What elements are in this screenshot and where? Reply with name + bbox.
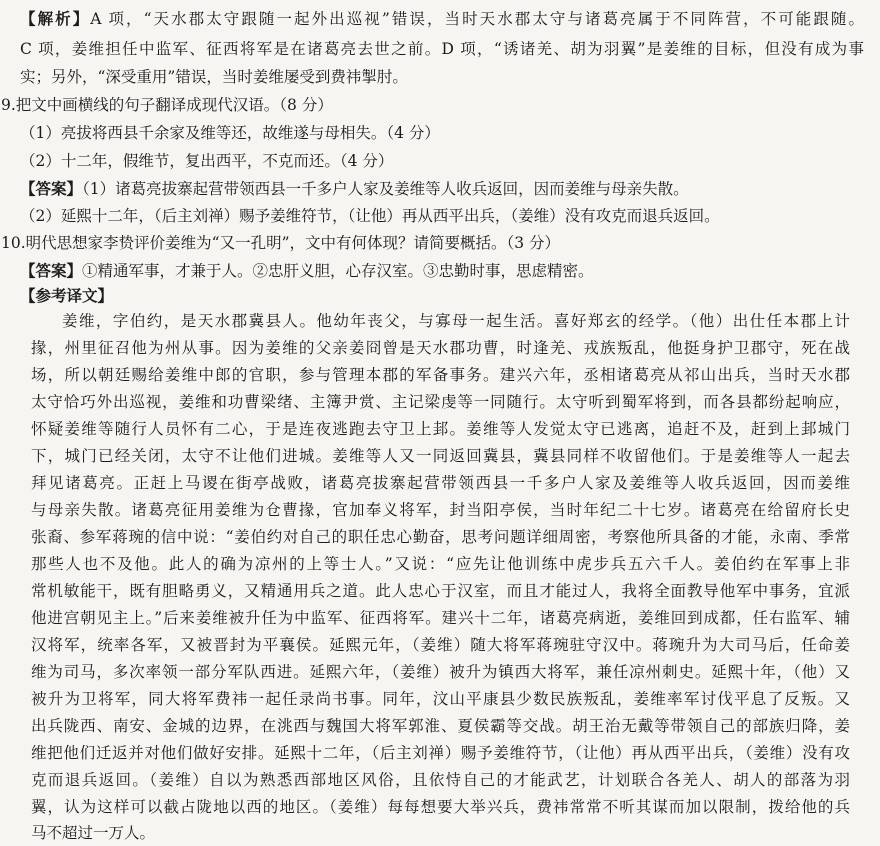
question-9-sub-2: （2）十二年，假维节，复出西平，不克而还。（4 分） xyxy=(20,152,394,170)
answer-9-text-1: （1）诸葛亮拔寨起营带领西县一千多户人家及姜维等人收兵返回，因而姜维与母亲失散。 xyxy=(82,180,689,198)
answer-label-9: 【答案】 xyxy=(20,180,83,198)
answer-10-text: ①精通军事，才兼于人。②忠肝义胆，心存汉室。③忠勤时事，思虑精密。 xyxy=(82,262,594,280)
translation-line: 常机敏能干，既有胆略勇义，又精通用兵之道。此人忠心于汉室，而且才能过人，我将全面教导他军中事务，宜派 xyxy=(31,582,850,600)
analysis-text-1: A 项，“天水郡太守跟随一起外出巡视”错误，当时天水郡太守与诸葛亮属于不同阵营，不可能跟随。 xyxy=(90,10,864,28)
question-10-answer xyxy=(20,258,880,284)
translation-line: 掾，州里征召他为州从事。因为姜维的父亲姜冏曾是天水郡功曹，时逢羌、戎族叛乱，他挺身护卫郡守，死在战 xyxy=(31,339,850,357)
translation-line: 翼，认为这样可以截占陇地以西的地区。（姜维）每每想要大举兴兵，费祎常常不听其谋而加以限制，拨给他的兵 xyxy=(31,798,850,816)
translation-line: 汉将军，统率各军，又被晋封为平襄侯。延熙元年，（姜维）随大将军蒋琬驻守汉中。蒋琬升为大司马后，任命姜 xyxy=(31,636,850,654)
translation-label: 【参考译文】 xyxy=(20,287,114,305)
analysis-label: 【解析】 xyxy=(20,10,91,28)
translation-line: 维把他们迁返并对他们做好安排。延熙十二年，（后主刘禅）赐予姜维符节，（让他）再从西平出兵，（姜维）没有攻 xyxy=(31,744,850,762)
analysis-line-1 xyxy=(20,6,864,32)
translation-line: 姜维，字伯约，是天水郡冀县人。他幼年丧父，与寡母一起生活。喜好郑玄的经学。（他）出仕任本郡上计 xyxy=(62,312,850,330)
question-9-answer-line-2: （2）延熙十二年，（后主刘禅）赐予姜维符节，（让他）再从西平出兵，（姜维）没有攻克而退兵返回。 xyxy=(20,207,720,225)
question-9-sub-1: （1）亮拔将西县千余家及维等还，故维遂与母相失。（4 分） xyxy=(20,124,440,142)
translation-line: 张裔、参军蒋琬的信中说：“姜伯约对自己的职任忠心勤奋，思考问题详细周密，考察他所具备的才能，永南、季常 xyxy=(31,528,850,546)
translation-line: 出兵陇西、南安、金城的边界，在洮西与魏国大将军郭淮、夏侯霸等交战。胡王治无戴等带领自己的部族归降，姜 xyxy=(31,717,850,735)
question-9-answer-line-1 xyxy=(20,176,880,202)
question-9-title: 9.把文中画横线的句子翻译成现代汉语。（8 分） xyxy=(1,96,333,114)
translation-line: 与母亲失散。诸葛亮征用姜维为仓曹掾，官加奉义将军，封当阳亭侯，当时年纪二十七岁。诸葛亮在给留府长史 xyxy=(31,501,850,519)
analysis-line-3: 实；另外，“深受重用”错误，当时姜维屡受到费祎掣肘。 xyxy=(20,68,408,86)
translation-line-last: 马不超过一万人。 xyxy=(31,824,156,842)
translation-line: 克而退兵返回。（姜维）自以为熟悉西部地区风俗，且依恃自己的才能武艺，计划联合各羌人、胡人的部落为羽 xyxy=(31,771,850,789)
analysis-line-2: C 项，姜维担任中监军、征西将军是在诸葛亮去世之前。D 项，“诱诸羌、胡为羽翼”是姜维的目标，但没有成为事 xyxy=(20,40,864,58)
translation-line: 那些人也不及他。此人的确为凉州的上等士人。”又说：“应先让他训练中虎步兵五六千人。姜伯约在军事上非 xyxy=(31,555,850,573)
translation-line: 怀疑姜维等随行人员怀有二心，于是连夜逃跑去守卫上邽。姜维等人发觉太守已逃离，追赶不及，赶到上邽城门 xyxy=(31,420,850,438)
translation-line: 下，城门已经关闭，太守不让他们进城。姜维等人又一同返回冀县，冀县同样不收留他们。于是姜维等人一起去 xyxy=(31,447,850,465)
translation-line: 太守恰巧外出巡视，姜维和功曹梁绪、主簿尹赏、主记梁虔等一同随行。太守听到蜀军将到，而各县都纷起响应， xyxy=(31,393,850,411)
translation-line: 被升为卫将军，同大将军费祎一起任录尚书事。同年，汶山平康县少数民族叛乱，姜维率军讨伐平息了反叛。又 xyxy=(31,690,850,708)
translation-line: 场，所以朝廷赐给姜维中郎的官职，参与管理本郡的军备事务。建兴六年，丞相诸葛亮从祁山出兵，当时天水郡 xyxy=(31,366,850,384)
answer-label-10: 【答案】 xyxy=(20,262,83,280)
translation-line: 拜见诸葛亮。正赶上马谡在街亭战败，诸葛亮拔寨起营带领西县一千多户人家及姜维等人收兵返回，因而姜维 xyxy=(31,474,850,492)
question-10-title: 10.明代思想家李贽评价姜维为“又一孔明”，文中有何体现？请简要概括。（3 分） xyxy=(1,234,561,252)
translation-line: 他进宫朝见主上。”后来姜维被升任为中监军、征西将军。建兴十二年，诸葛亮病逝，姜维回到成都，任右监军、辅 xyxy=(31,609,850,627)
translation-line: 维为司马，多次率领一部分军队西进。延熙六年，（姜维）被升为镇西大将军，兼任凉州刺史。延熙十年，（他）又 xyxy=(31,663,850,681)
